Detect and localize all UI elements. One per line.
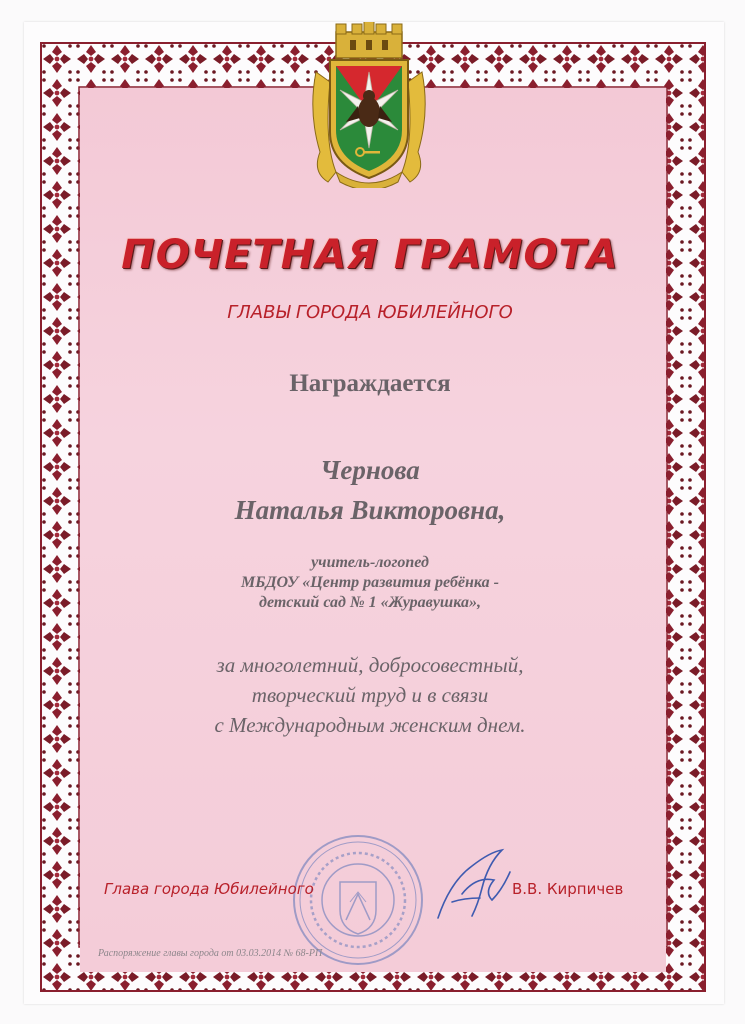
awarded-label: Награждается	[289, 370, 451, 397]
certificate-subtitle: ГЛАВЫ ГОРОДА ЮБИЛЕЙНОГО	[227, 302, 513, 323]
signatory-title: Глава города Юбилейного	[104, 880, 314, 898]
reason-line-1: за многолетний, добросовестный,	[216, 653, 524, 677]
award-reason	[100, 650, 640, 740]
recipient-position	[100, 553, 640, 613]
handwritten-signature-icon	[432, 842, 522, 926]
reason-line-3: с Международным женским днем.	[214, 713, 526, 737]
reason-line-2: творческий труд и в связи	[251, 683, 489, 707]
recipient-name	[100, 450, 640, 530]
position-line-3: детский сад № 1 «Журавушка»,	[259, 594, 481, 611]
recipient-surname: Чернова	[320, 455, 420, 485]
position-line-1: учитель-логопед	[311, 554, 429, 571]
certificate-title: ПОЧЕТНАЯ ГРАМОТА	[121, 232, 619, 278]
signatory-name: В.В. Кирпичев	[512, 880, 624, 898]
recipient-given-names: Наталья Викторовна,	[234, 495, 506, 525]
order-reference: Распоряжение главы города от 03.03.2014 № 68-РП	[98, 948, 323, 959]
city-coat-of-arms-icon	[306, 22, 432, 188]
position-line-2: МБДОУ «Центр развития ребёнка -	[241, 574, 499, 591]
